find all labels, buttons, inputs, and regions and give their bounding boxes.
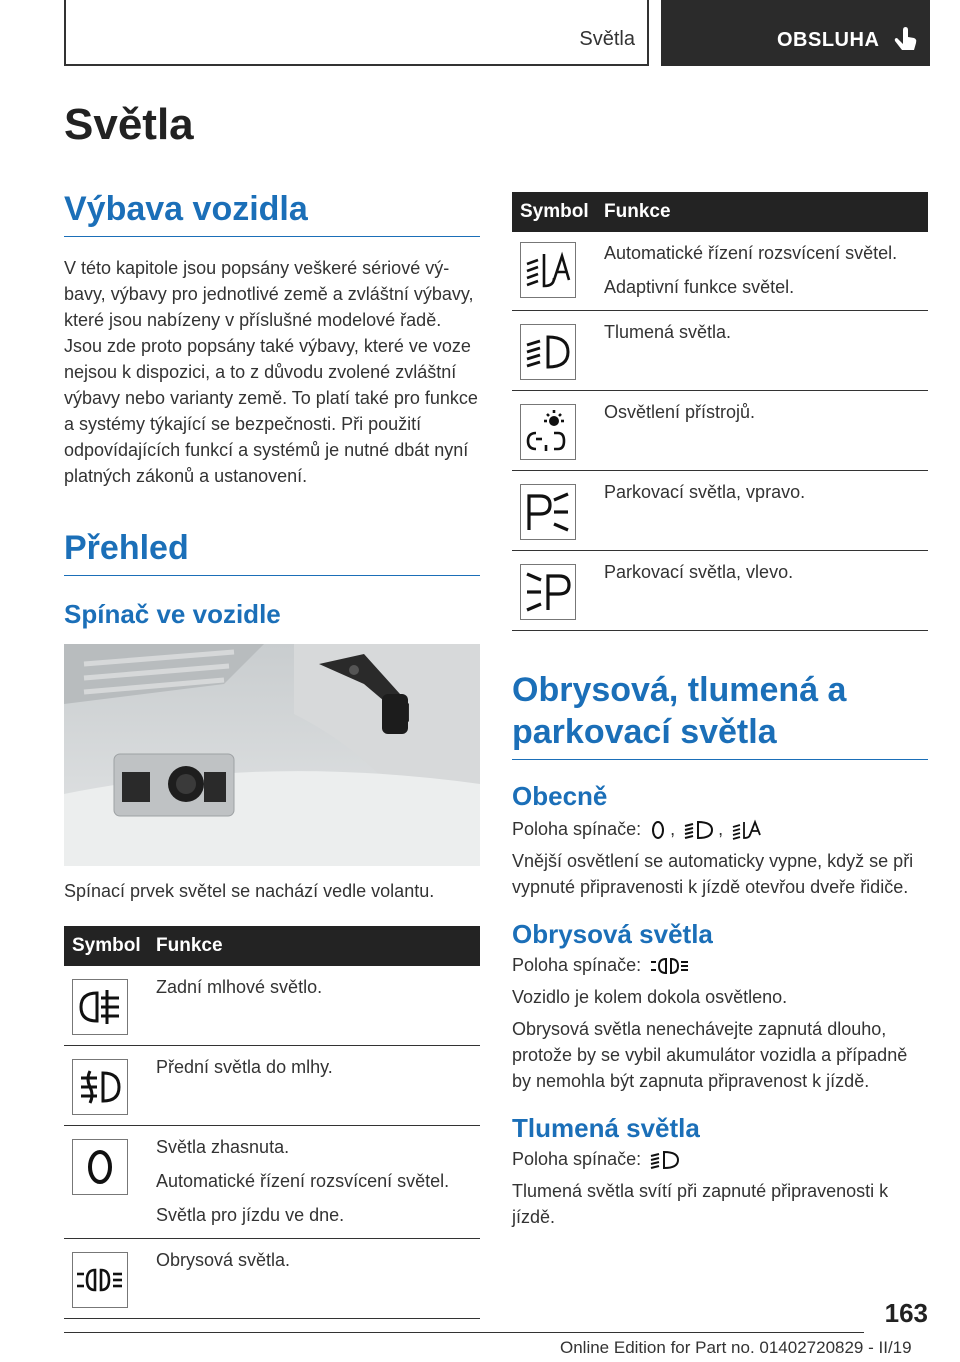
table-row xyxy=(64,1126,480,1239)
lights-off-icon xyxy=(650,819,666,841)
low-position-label: Poloha spínače: xyxy=(512,1149,642,1169)
page-title: Světla xyxy=(64,100,194,149)
parking-light-right-icon xyxy=(520,484,576,540)
heading-switch: Spínač ve vozidle xyxy=(64,599,281,629)
parking-light-left-icon xyxy=(520,564,576,620)
heading-overview: Přehled xyxy=(64,527,480,576)
col-function-header: Funkce xyxy=(600,192,928,232)
symbol-table-right xyxy=(512,192,928,631)
low-beam-icon xyxy=(684,819,714,841)
table-row xyxy=(64,1239,480,1319)
side-paragraph-1: Vozidlo je kolem dokola osvětleno. xyxy=(512,987,788,1007)
heading-side-low-parking: Obrysová, tlumená a parkovací světla xyxy=(512,669,928,760)
low-paragraph: Tlumená světla svítí při zapnuté připravenosti k jízdě. xyxy=(512,1181,889,1227)
low-beam-icon xyxy=(520,324,576,380)
table-row xyxy=(64,1046,480,1126)
heading-side-lights: Obrysová světla xyxy=(512,919,713,949)
instrument-lighting-icon xyxy=(520,404,576,460)
header-chapter-tab xyxy=(661,0,930,66)
row-text: Světla zhasnuta. xyxy=(156,1137,290,1157)
table-row xyxy=(512,232,928,311)
separator: , xyxy=(718,819,724,839)
footer-divider xyxy=(64,1332,864,1333)
row-text: Osvětlení přístrojů. xyxy=(604,402,756,422)
front-fog-light-icon xyxy=(72,1059,128,1115)
footer-edition: Online Edition for Part no. 01402720829 - II/19 xyxy=(560,1338,912,1357)
right-column xyxy=(512,192,928,1230)
low-position-line xyxy=(512,1146,928,1172)
header-section-tab xyxy=(64,0,649,66)
side-position-label: Poloha spínače: xyxy=(512,955,642,975)
auto-headlight-icon xyxy=(520,242,576,298)
general-position-label: Poloha spínače: xyxy=(512,819,642,839)
general-position-line xyxy=(512,816,928,842)
side-lights-icon xyxy=(72,1252,128,1308)
equipment-paragraph: V této kapitole jsou popsány veškeré sériové výbavy, výbavy pro jednotlivé země a zvláštní výbavy, které jsou nabízeny v příslušné modelové řadě. Jsou zde proto popsány také výbavy, které ve voze nejsou k dispozici, a to z důvodu zvolené zvláštní výbavy nebo varianty země. To platí také pro funkce a systémy týkající se bezpečnosti. Při použití odpovídajících funkcí a systémů je nutné dbát nyní platných zákonů a ustanovení. xyxy=(64,258,478,486)
table-row xyxy=(512,471,928,551)
general-paragraph: Vnější osvětlení se automaticky vypne, když se při vypnuté připravenosti k jízdě otevřou dveře řidiče. xyxy=(512,851,914,897)
side-position-line xyxy=(512,952,928,978)
row-text: Automatické řízení rozsvícení světel. xyxy=(604,243,898,263)
separator: , xyxy=(670,819,676,839)
header-chapter-label: OBSLUHA xyxy=(777,29,880,51)
page-number: 163 xyxy=(884,1298,928,1328)
heading-equipment: Výbava vozidla xyxy=(64,188,480,237)
table-row xyxy=(512,551,928,631)
auto-headlight-icon xyxy=(732,819,762,841)
table-row xyxy=(512,311,928,391)
symbol-table-left xyxy=(64,926,480,1319)
row-text: Obrysová světla. xyxy=(156,1250,291,1270)
heading-low-beam: Tlumená světla xyxy=(512,1113,700,1143)
hand-pointer-icon xyxy=(893,24,919,52)
row-text: Adaptivní funkce světel. xyxy=(604,277,795,297)
row-text: Zadní mlhové světlo. xyxy=(156,977,323,997)
lights-off-icon xyxy=(72,1139,128,1195)
col-symbol-header: Symbol xyxy=(512,192,600,232)
row-text: Parkovací světla, vpravo. xyxy=(604,482,806,502)
light-switch-photo xyxy=(64,644,480,866)
col-symbol-header: Symbol xyxy=(64,926,152,966)
row-text: Automatické řízení rozsvícení světel. xyxy=(156,1171,450,1191)
low-beam-icon xyxy=(650,1149,680,1171)
row-text: Parkovací světla, vlevo. xyxy=(604,562,794,582)
table-row xyxy=(64,966,480,1046)
row-text: Tlumená světla. xyxy=(604,322,732,342)
header-section-label: Světla xyxy=(579,28,635,50)
col-function-header: Funkce xyxy=(152,926,480,966)
side-lights-icon xyxy=(650,956,690,976)
heading-general: Obecně xyxy=(512,781,608,811)
row-text: Přední světla do mlhy. xyxy=(156,1057,333,1077)
table-row xyxy=(512,391,928,471)
left-column xyxy=(64,188,480,1319)
rear-fog-light-icon xyxy=(72,979,128,1035)
side-paragraph-2: Obrysová světla nenechávejte zapnutá dlouho, protože by se vybil akumulátor vozidla a případně by nemohla být zapnuta připravenost k jízdě. xyxy=(512,1019,908,1091)
row-text: Světla pro jízdu ve dne. xyxy=(156,1205,345,1225)
photo-caption: Spínací prvek světel se nachází vedle volantu. xyxy=(64,881,435,901)
